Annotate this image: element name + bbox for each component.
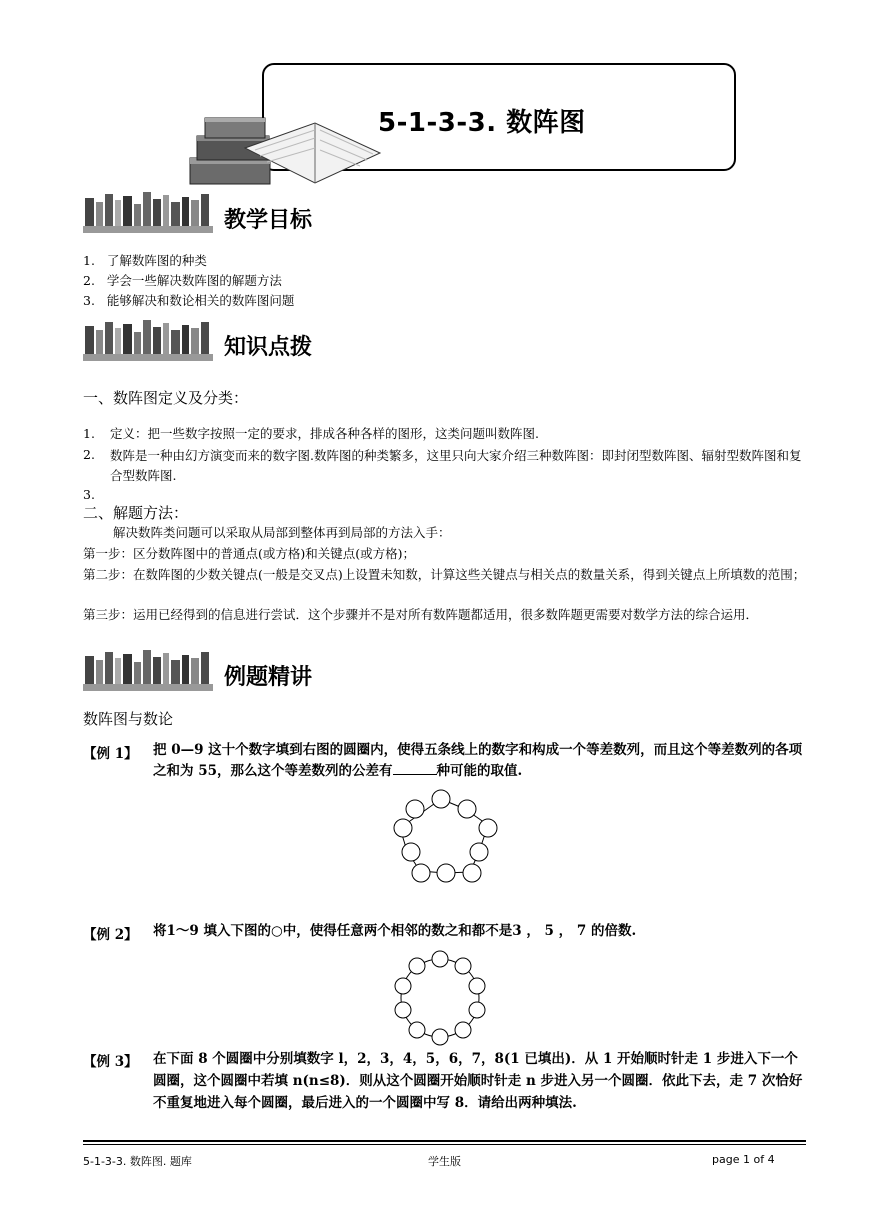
example-label: 【例 3】 [83,1054,138,1070]
method-intro: 解决数阵类问题可以采取从局部到整体再到局部的方法入手： [113,525,451,540]
definition-item: 定义：把一些数字按照一定的要求，排成各种各样的图形，这类问题叫数阵图. [110,426,539,441]
section-banner-icon [83,318,213,364]
footer-center: 学生版 [428,1155,461,1168]
section-banner-icon [83,648,213,694]
footer-page-number: page 1 of 4 [712,1153,775,1166]
footer-left: 5-1-3-3. 数阵图. 题库 [83,1155,192,1168]
section-heading-examples: 例题精讲 [224,665,313,690]
answer-blank [393,762,437,775]
part2-heading: 二、解题方法： [83,504,189,522]
goal-item: 3. 能够解决和数论相关的数阵图问题 [83,293,295,308]
example-label: 【例 2】 [83,927,138,943]
list-number: 2. [83,447,95,462]
goal-item: 1. 了解数阵图的种类 [83,253,207,268]
method-step: 第二步：在数阵图的少数关键点(一般是交叉点)上设置未知数，计算这些关键点与相关点的数量关系，得到关键点上所填数的范围； [83,567,806,582]
examples-subheading: 数阵图与数论 [83,710,174,728]
footer-rule-thin [83,1144,806,1145]
goal-item: 2. 学会一些解决数阵图的解题方法 [83,273,282,288]
books-illustration [185,108,385,190]
page-title: 5-1-3-3. 数阵图 [378,108,586,138]
part1-heading: 一、数阵图定义及分类： [83,389,249,407]
list-number: 1. [83,426,95,441]
section-heading-goals: 教学目标 [224,208,313,233]
example-text: 在下面 8 个圆圈中分别填数字 l，2，3，4，5，6，7，8(1 已填出)．从 1 开始顺时针走 1 步进入下一个圆圈，这个圆圈中若填 n(n≤8)．则从这个圆圈开始顺时针走 n 步进入另一个圆圈．依此下去，走 7 次恰好不重复地进入每个圆圈，最后进入的一个圆圈中写 8．请给出两种填法. [153,1051,803,1111]
method-step: 第三步：运用已经得到的信息进行尝试．这个步骤并不是对所有数阵题都适用，很多数阵题更需要对数学方法的综合运用． [83,607,759,622]
list-number: 3. [83,487,95,502]
footer-rule [83,1140,806,1142]
definition-item: 数阵是一种由幻方演变而来的数字图.数阵图的种类繁多，这里只向大家介绍三种数阵图：即封闭型数阵图、辐射型数阵图和复合型数阵图. [110,448,802,483]
ring-circle-figure [385,950,495,1050]
pentagon-circle-figure [385,785,505,885]
method-step: 第一步：区分数阵图中的普通点(或方格)和关键点(或方格)； [83,546,416,561]
example-label: 【例 1】 [83,746,138,762]
example-text-part: 种可能的取值. [436,763,523,779]
example-text [153,740,808,782]
section-banner-icon [83,190,213,236]
example-text: 将1～9 填入下图的○中，使得任意两个相邻的数之和都不是3 ， 5 ， 7 的倍数. [153,923,637,939]
section-heading-knowledge: 知识点拨 [224,335,313,360]
example-text-part: 把 0—9 这十个数字填到右图的圆圈内，使得五条线上的数字和构成一个等差数列，而且这个等差数列的各项之和为 55，那么这个等差数列的公差有 [153,742,803,779]
